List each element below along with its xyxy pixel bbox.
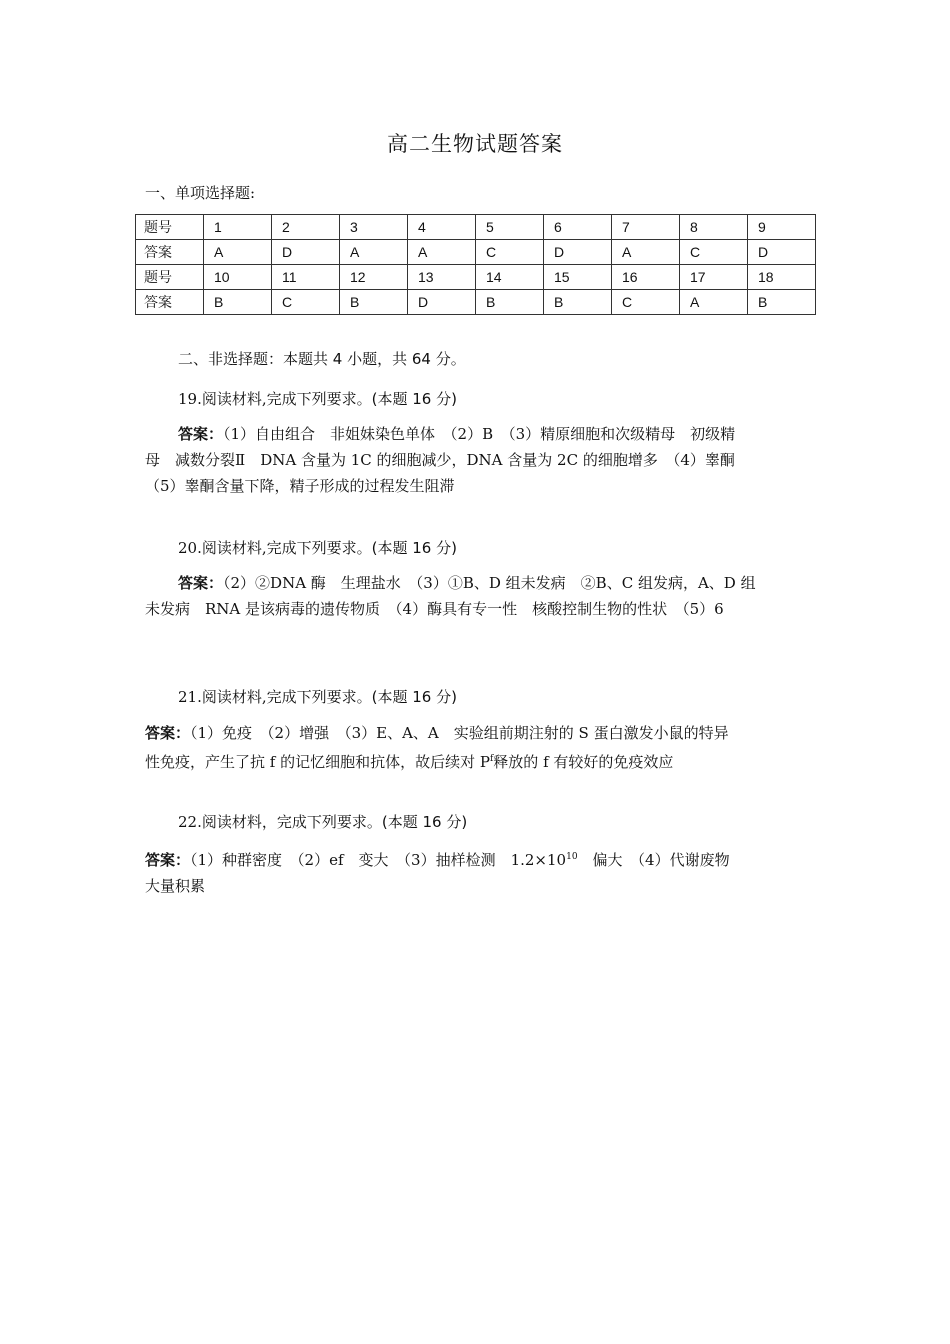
row-label: 题号 xyxy=(136,215,204,240)
answer-label: 答案： xyxy=(145,724,191,742)
answer-line: （1）免疫 （2）增强 （3）E、A、A 实验组前期注射的 S 蛋白激发小鼠的特异 xyxy=(190,724,729,742)
superscript: 10 xyxy=(566,852,578,862)
question-20-answer xyxy=(145,570,807,622)
question-22-points: (本题 16 分) xyxy=(381,813,468,831)
table-cell: B xyxy=(748,290,816,315)
table-cell: 15 xyxy=(544,265,612,290)
section2-heading-label: 二、非选择题： xyxy=(178,350,284,368)
question-21-answer xyxy=(145,720,807,775)
answer-line: 未发病 RNA 是该病毒的遗传物质 （4）酶具有专一性 核酸控制生物的性状 （5）6 xyxy=(145,600,724,618)
answer-text: 偏大 （4）代谢废物 xyxy=(577,851,730,869)
section1-heading: 一、单项选择题: xyxy=(145,184,256,202)
question-20-points: (本题 16 分) xyxy=(371,539,457,557)
question-19-points: (本题 16 分) xyxy=(371,390,457,408)
table-cell: C xyxy=(680,240,748,265)
table-cell: B xyxy=(544,290,612,315)
question-20-heading xyxy=(178,537,457,558)
table-cell: 11 xyxy=(272,265,340,290)
question-22-heading xyxy=(178,811,467,832)
table-cell: 3 xyxy=(340,215,408,240)
table-cell: A xyxy=(340,240,408,265)
table-cell: C xyxy=(612,290,680,315)
answer-line xyxy=(145,844,807,873)
question-19-answer xyxy=(145,421,807,499)
table-cell: D xyxy=(544,240,612,265)
answer-text: 性免疫，产生了抗 f 的记忆细胞和抗体，故后续对 P xyxy=(145,753,490,771)
table-cell: 10 xyxy=(204,265,272,290)
question-22-answer xyxy=(145,844,807,899)
table-cell: D xyxy=(408,290,476,315)
answer-line: 大量积累 xyxy=(145,877,206,895)
superscript: f xyxy=(489,754,494,764)
table-cell: D xyxy=(748,240,816,265)
table-cell: 6 xyxy=(544,215,612,240)
answer-table xyxy=(135,214,816,315)
answer-line: （5）睾酮含量下降，精子形成的过程发生阻滞 xyxy=(145,477,455,495)
answer-line: （2）②DNA 酶 生理盐水 （3）①B、D 组未发病 ②B、C 组发病，A、D 组 xyxy=(223,574,756,592)
question-22-text: 22.阅读材料，完成下列要求。 xyxy=(178,813,382,831)
section2-heading-desc: 本题共 4 小题，共 64 分。 xyxy=(283,350,466,368)
table-cell: 12 xyxy=(340,265,408,290)
table-cell: C xyxy=(272,290,340,315)
table-cell: 18 xyxy=(748,265,816,290)
table-cell: 17 xyxy=(680,265,748,290)
row-label: 题号 xyxy=(136,265,204,290)
answer-label: 答案： xyxy=(178,425,224,443)
table-cell: B xyxy=(204,290,272,315)
question-21-points: (本题 16 分) xyxy=(371,688,457,706)
table-cell: A xyxy=(680,290,748,315)
answer-line xyxy=(145,746,807,775)
section2-heading xyxy=(178,348,466,369)
row-label: 答案 xyxy=(136,240,204,265)
table-cell: 4 xyxy=(408,215,476,240)
table-row xyxy=(136,240,816,265)
table-cell: B xyxy=(476,290,544,315)
table-cell: 1 xyxy=(204,215,272,240)
question-20-text: 20.阅读材料,完成下列要求。 xyxy=(178,539,372,557)
table-cell: A xyxy=(408,240,476,265)
table-cell: B xyxy=(340,290,408,315)
table-row xyxy=(136,215,816,240)
row-label: 答案 xyxy=(136,290,204,315)
question-21-heading xyxy=(178,686,457,707)
table-cell: 5 xyxy=(476,215,544,240)
question-19-text: 19.阅读材料,完成下列要求。 xyxy=(178,390,372,408)
table-cell: 13 xyxy=(408,265,476,290)
table-cell: 2 xyxy=(272,215,340,240)
table-cell: D xyxy=(272,240,340,265)
answer-label: 答案： xyxy=(178,574,224,592)
question-19-heading xyxy=(178,388,457,409)
table-row xyxy=(136,265,816,290)
table-cell: 8 xyxy=(680,215,748,240)
table-cell: C xyxy=(476,240,544,265)
table-cell: A xyxy=(612,240,680,265)
table-cell: 7 xyxy=(612,215,680,240)
answer-text: （1）种群密度 （2）ef 变大 （3）抽样检测 1.2×10 xyxy=(190,851,567,869)
table-cell: 9 xyxy=(748,215,816,240)
answer-label: 答案： xyxy=(145,851,191,869)
answer-line: 母 减数分裂Ⅱ DNA 含量为 1C 的细胞减少，DNA 含量为 2C 的细胞增多 （4）睾酮 xyxy=(145,451,735,469)
table-cell: A xyxy=(204,240,272,265)
table-cell: 16 xyxy=(612,265,680,290)
page-title: 高二生物试题答案 xyxy=(387,132,563,156)
table-cell: 14 xyxy=(476,265,544,290)
table-row xyxy=(136,290,816,315)
answer-line: （1）自由组合 非姐妹染色单体 （2）B （3）精原细胞和次级精母 初级精 xyxy=(223,425,736,443)
answer-text: 释放的 f 有较好的免疫效应 xyxy=(493,753,674,771)
question-21-text: 21.阅读材料,完成下列要求。 xyxy=(178,688,372,706)
